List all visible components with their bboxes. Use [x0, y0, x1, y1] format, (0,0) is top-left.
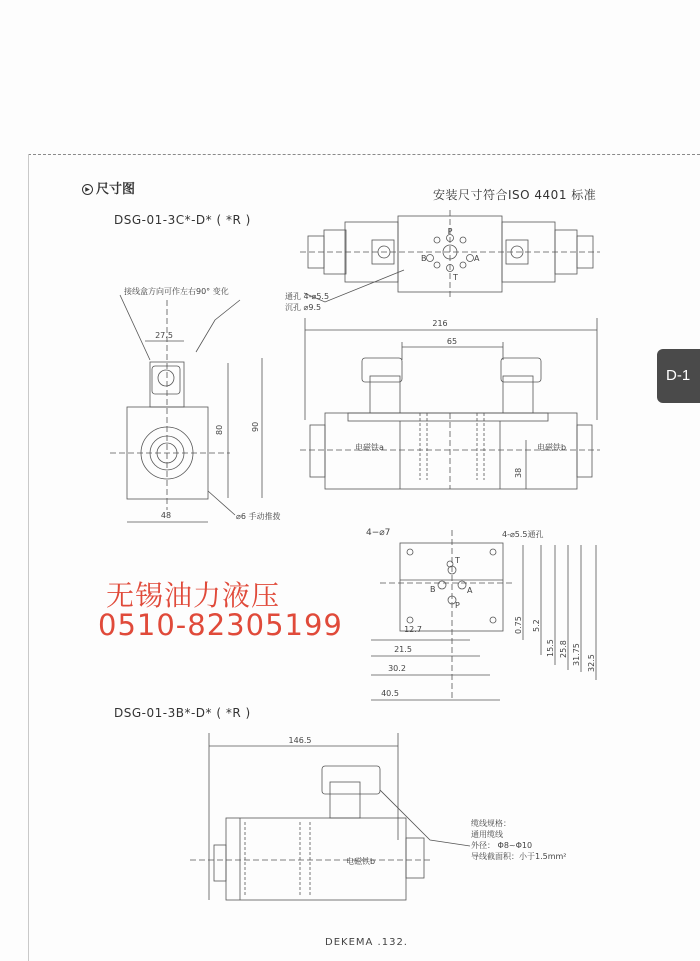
dim-5-2: 5.2: [532, 619, 541, 632]
dim-48: 48: [160, 511, 172, 520]
valve-side-view: [110, 295, 240, 510]
manual-push-note: ⌀6 手动推拨: [236, 512, 281, 521]
solenoid-a-label: 电磁铁a: [355, 443, 384, 452]
dim-146-5: 146.5: [288, 736, 312, 745]
dim-25-8: 25.8: [559, 640, 568, 658]
port-p-top: P: [447, 227, 453, 236]
dim-40-5: 40.5: [381, 689, 399, 698]
arrow-bullet-icon: ▶: [82, 184, 93, 195]
page-footer: DEKEMA .132.: [325, 937, 408, 948]
model-a-label: DSG-01-3C*-D* ( *R ): [114, 213, 251, 227]
port-t-mount: T: [455, 556, 460, 565]
dim-30-2: 30.2: [388, 664, 406, 673]
port-a-mount: A: [467, 586, 473, 595]
through-hole-note: 通孔 4-⌀5.5: [285, 292, 330, 301]
mounting-surface: [380, 530, 515, 700]
dim-0-75: 0.75: [514, 616, 523, 634]
solenoid-b-label: 电磁铁b: [537, 443, 567, 452]
dim-90: 90: [251, 421, 260, 432]
cable-spec-line-2: 外径： Φ8~Φ10: [471, 841, 533, 850]
valve-3b-front-view: [190, 766, 470, 900]
dim-12-7: 12.7: [404, 625, 422, 634]
hole-4-5-5-note: 4-⌀5.5通孔: [502, 530, 544, 539]
dim-65: 65: [446, 337, 458, 346]
port-p-mount: P: [455, 601, 460, 610]
port-a-top: A: [474, 254, 480, 263]
cable-spec-line-3: 导线截面积：小于1.5mm²: [471, 852, 567, 861]
dim-27-5: 27.5: [155, 331, 173, 340]
iso-standard-note: 安装尺寸符合ISO 4401 标准: [433, 188, 597, 202]
section-tab: D-1: [657, 349, 700, 403]
model-b-label: DSG-01-3B*-D* ( *R ): [114, 706, 251, 720]
port-b-mount: B: [430, 585, 436, 594]
cable-spec-title: 缆线规格：: [471, 819, 511, 828]
dim-216: 216: [432, 319, 448, 328]
dim-80: 80: [215, 424, 224, 435]
counterbore-note: 沉孔 ⌀9.5: [285, 303, 322, 312]
port-t-top: T: [453, 273, 458, 282]
port-b-top: B: [421, 254, 427, 263]
valve-front-view: [300, 358, 600, 489]
dim-32-5: 32.5: [587, 654, 596, 672]
company-watermark: 无锡油力液压: [106, 579, 281, 612]
dim-15-5: 15.5: [546, 639, 555, 657]
phone-watermark: 0510-82305199: [98, 608, 343, 642]
dim-21-5: 21.5: [394, 645, 412, 654]
dim-38: 38: [514, 467, 523, 478]
hole-4-7-note: 4−⌀7: [366, 528, 391, 538]
section-title-text: 尺寸图: [96, 182, 136, 197]
cable-spec-line-1: 通用缆线: [471, 830, 503, 839]
dim-31-75: 31.75: [572, 643, 581, 666]
valve-top-view: [300, 210, 600, 302]
junction-box-note: 接线盒方向可作左右90° 变化: [124, 287, 229, 296]
solenoid-b-label-3b: 电磁铁b: [346, 857, 376, 866]
